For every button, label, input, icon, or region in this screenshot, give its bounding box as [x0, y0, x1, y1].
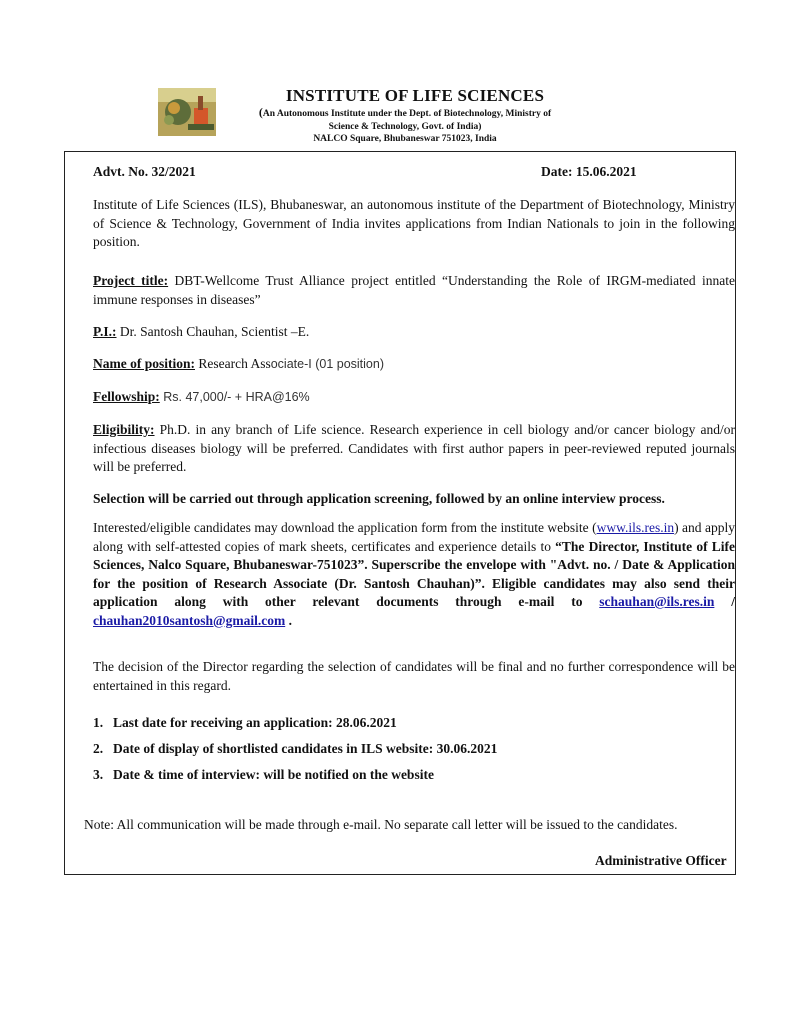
letterhead-paren: ( [258, 105, 263, 119]
email-link-2[interactable]: chauhan2010santosh@gmail.com [93, 612, 286, 628]
position-value-sans: ociate-I (01 position) [270, 357, 384, 371]
application-instructions [93, 519, 735, 630]
fellowship [93, 388, 735, 407]
apply-text-2: ) and apply along with self-attested copies of mark sheets, certificates and experience details to [93, 520, 735, 554]
apply-end: . [285, 612, 292, 628]
email-link-1[interactable]: schauhan@ils.res.in [599, 594, 715, 609]
advt-date: Date: 15.06.2021 [541, 164, 637, 179]
institute-name: INSTITUTE OF LIFE SCIENCES [285, 86, 545, 105]
list-text: Date & time of interview: will be notified on the website [113, 767, 434, 782]
selection-statement: Selection will be carried out through application screening, followed by an online interview process. [93, 491, 665, 506]
signatory: Administrative Officer [595, 853, 727, 868]
project-title [93, 272, 735, 309]
eligibility [93, 421, 735, 477]
apply-bold-text: “The Director, Institute of Life Sciences, Nalco Square, Bhubaneswar-751023”. Superscribe the envelope with "Advt. no. / Date & Application for the position of Research Associate (Dr. Santosh Chauhan)”. Eligible candidates may also send their application along with other relevant documents through e-mail to [93, 538, 735, 609]
position-value-serif: Research Ass [195, 356, 271, 371]
project-title-label: Project title: [93, 273, 169, 288]
eligibility-value: Ph.D. in any branch of Life science. Research experience in cell biology and/or cancer biology and/or infectious diseases biology will be preferred. Candidates with first author papers in peer-reviewed reputed journals will be preferred. [93, 422, 735, 474]
communication-note: Note: All communication will be made through e-mail. No separate call letter will be issued to the candidates. [84, 817, 678, 832]
position-label: Name of position: [93, 356, 195, 371]
decision-statement: The decision of the Director regarding the selection of candidates will be final and no further correspondence will be entertained in this regard. [93, 659, 735, 693]
list-item [93, 715, 397, 731]
letterhead-line2: Science & Technology, Govt. of India) [328, 121, 482, 132]
fellowship-label: Fellowship: [93, 389, 160, 404]
list-number: 2. [93, 741, 104, 756]
list-item [93, 741, 497, 757]
pi-label: P.I.: [93, 324, 117, 339]
letterhead-line1-text: An Autonomous Institute under the Dept. of Biotechnology, Ministry of [262, 109, 552, 119]
list-number: 3. [93, 767, 104, 782]
list-item [93, 767, 434, 783]
website-link[interactable]: www.ils.res.in [596, 520, 675, 535]
apply-text-1: Interested/eligible candidates may download the application form from the institute website ( [93, 520, 597, 535]
letterhead-line1 [230, 106, 580, 121]
ils-logo [158, 88, 216, 136]
project-title-value: DBT-Wellcome Trust Alliance project entitled “Understanding the Role of IRGM-mediated innate immune responses in diseases” [93, 273, 736, 307]
principal-investigator [93, 323, 735, 342]
letterhead [230, 86, 580, 146]
email-separator: / [714, 594, 735, 609]
fellowship-value: Rs. 47,000/- + HRA@16% [159, 390, 310, 404]
letterhead-address: NALCO Square, Bhubaneswar 751023, India [313, 134, 497, 144]
advt-row [93, 164, 733, 180]
pi-value: Dr. Santosh Chauhan, Scientist –E. [116, 324, 310, 339]
list-number: 1. [93, 715, 104, 730]
intro-paragraph: Institute of Life Sciences (ILS), Bhubaneswar, an autonomous institute of the Department of Biotechnology, Ministry of Science & Technology, Government of India invites applications from Indian Nationals to join in the following position. [93, 197, 735, 249]
list-text: Date of display of shortlisted candidates in ILS website: 30.06.2021 [113, 741, 498, 756]
list-text: Last date for receiving an application: 28.06.2021 [113, 715, 397, 730]
advt-number: Advt. No. 32/2021 [93, 164, 196, 179]
position-name [93, 355, 735, 374]
eligibility-label: Eligibility: [93, 422, 155, 437]
